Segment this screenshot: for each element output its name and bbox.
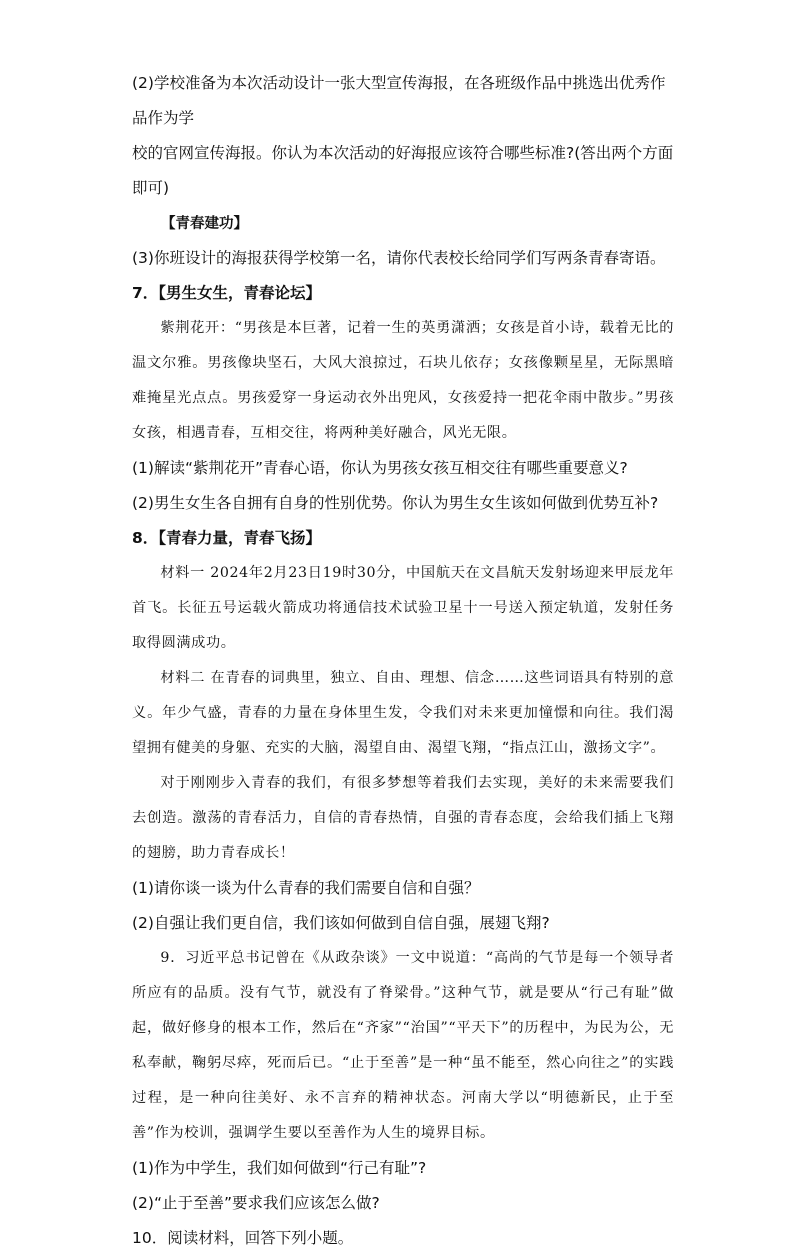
q6-sub3: (3)你班设计的海报获得学校第一名，请你代表校长给同学们写两条青春寄语。 <box>132 249 666 267</box>
q7-sub2: (2)男生女生各自拥有自身的性别优势。你认为男生女生该如何做到优势互补? <box>132 494 659 512</box>
q8-heading <box>132 521 674 556</box>
q7-sub1: (1)解读“紫荆花开”青春心语，你认为男孩女孩互相交往有哪些重要意义? <box>132 459 628 477</box>
q8-heading-text: 【青春力量，青春飞扬】 <box>158 529 322 547</box>
q8-material-3: 对于刚刚步入青春的我们，有很多梦想等着我们去实现，美好的未来需要我们去创造。激荡的青春活力，自信的青春热情，自强的青春态度，会给我们插上飞翔的翅膀，助力青春成长！ <box>132 775 674 861</box>
q6-section-tag: 【青春建功】 <box>161 215 248 232</box>
q9-material: 9．习近平总书记曾在《从政杂谈》一文中说道：“高尚的气节是每一个领导者所应有的品质。没有气节，就没有了脊梁骨。”这种气节，就是要从“行己有耻”做起，做好修身的根本工作，然后在“齐家”“治国”“平天下”的历程中，为民为公，无私奉献，鞠躬尽瘁，死而后已。“止于至善”是一种“虽不能至，然心向往之”的实践过程，是一种向往美好、永不言弃的精神状态。河南大学以“明德新民，止于至善”作为校训，强调学生要以至善作为人生的境界目标。 <box>132 950 674 1141</box>
q7-heading <box>132 276 674 311</box>
q8-material-1: 材料一 2024年2月23日19时30分，中国航天在文昌航天发射场迎来甲辰龙年首飞。长征五号运载火箭成功将通信技术试验卫星十一号送入预定轨道，发射任务取得圆满成功。 <box>132 565 674 651</box>
q8-material-2: 材料二 在青春的词典里，独立、自由、理想、信念……这些词语具有特别的意义。年少气盛，青春的力量在身体里生发，令我们对未来更加憧憬和向往。我们渴望拥有健美的身躯、充实的大脑，渴望自由、渴望飞翔，“指点江山，激扬文字”。 <box>132 670 674 756</box>
q10-prompt: 10．阅读材料，回答下列小题。 <box>132 1229 354 1247</box>
q8-sub1: (1)请你谈一谈为什么青春的我们需要自信和自强？ <box>132 879 480 897</box>
q7-material: 紫荆花开：“男孩是本巨著，记着一生的英勇潇洒；女孩是首小诗，载着无比的温文尔雅。男孩像块坚石，大风大浪掠过，石块儿依存；女孩像颗星星，无际黑暗难掩星光点点。男孩爱穿一身运动衣外出兜风，女孩爱持一把花伞雨中散步。”男孩女孩，相遇青春，互相交往，将两种美好融合，风光无限。 <box>132 320 674 441</box>
q6-sub2-line1: (2)学校准备为本次活动设计一张大型宣传海报，在各班级作品中挑选出优秀作品作为学 <box>132 74 666 127</box>
q6-sub2-line2: 校的官网宣传海报。你认为本次活动的好海报应该符合哪些标准?(答出两个方面即可) <box>132 144 674 197</box>
q7-heading-number: 7． <box>132 284 159 302</box>
q8-sub2: (2)自强让我们更自信，我们该如何做到自信自强，展翅飞翔? <box>132 914 550 932</box>
q7-heading-text: 【男生女生，青春论坛】 <box>158 284 322 302</box>
q8-heading-number: 8． <box>132 529 159 547</box>
q9-sub1: (1)作为中学生，我们如何做到“行己有耻”? <box>132 1159 427 1177</box>
q9-sub2: (2)“止于至善”要求我们应该怎么做? <box>132 1194 380 1212</box>
